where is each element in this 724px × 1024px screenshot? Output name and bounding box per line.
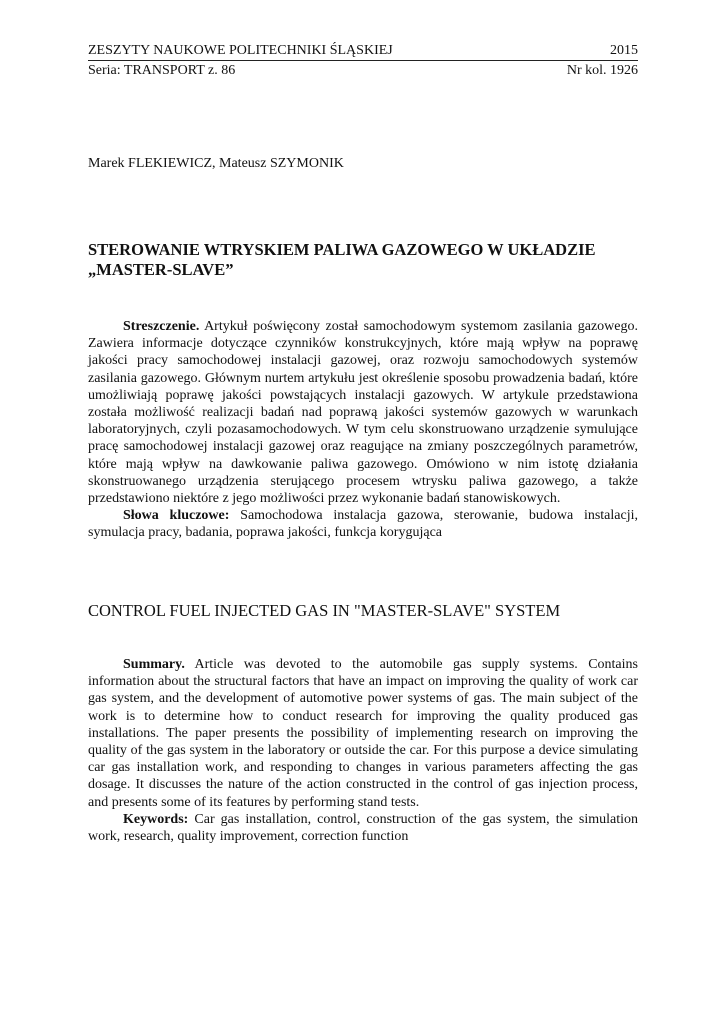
abstract-polish-text: Artykuł poświęcony został samochodowym systemom zasilania gazowego. Zawiera informacje dotyczące czynników konstrukcyjnych, które mają wpływ na poprawę jakości pracy samochodowej instalacji gazowej, oraz rozwoju samochodowych systemów zasilania gazowego. Głównym nurtem artykułu jest określenie sposobu prowadzenia badań, które umożliwiają poprawę jakości powstających instalacji gazowych. W artykule przedstawiona została możliwość realizacji badań nad poprawą jakości systemów gazowych w warunkach laboratoryjnych, czyli pozasamochodowych. W tym celu skonstruowano urządzenie symulujące pracę samochodowej instalacji gazowej oraz reagujące na zmiany poszczególnych parametrów, które mają wpływ na dawkowanie paliwa gazowego. Omówiono w nim istotę działania skonstruowanego urządzenia sterującego procesem wtrysku paliwa gazowego, a także przedstawiono niektóre z jego możliwości przez wykonanie badań stanowiskowych. [88, 319, 638, 507]
volume-number: Nr kol. 1926 [566, 63, 638, 78]
abstract-english-label: Summary. [123, 657, 185, 672]
keywords-polish [88, 507, 638, 541]
title-english: CONTROL FUEL INJECTED GAS IN "MASTER-SLAVE" SYSTEM [88, 601, 561, 620]
running-header-bottom [88, 62, 638, 79]
title-polish [88, 240, 640, 280]
keywords-english-text: Car gas installation, control, construction of the gas system, the simulation work, research, quality improvement, correction function [88, 811, 638, 845]
abstract-english [88, 656, 638, 845]
keywords-english [88, 811, 638, 845]
title-polish-line-2: „MASTER-SLAVE” [88, 260, 234, 279]
abstract-english-body [88, 656, 638, 811]
abstract-polish-body [88, 318, 638, 507]
keywords-polish-label: Słowa kluczowe: [123, 508, 230, 524]
series-info: Seria: TRANSPORT z. 86 [88, 63, 236, 78]
header-rule [88, 60, 638, 61]
journal-year: 2015 [610, 43, 638, 58]
authors: Marek FLEKIEWICZ, Mateusz SZYMONIK [88, 156, 344, 171]
keywords-polish-text: Samochodowa instalacja gazowa, sterowanie, budowa instalacji, symulacja pracy, badania, poprawa jakości, funkcja korygująca [88, 508, 638, 541]
running-header-top [88, 42, 638, 59]
abstract-polish-label: Streszczenie. [123, 319, 200, 334]
abstract-polish [88, 318, 638, 542]
journal-name: ZESZYTY NAUKOWE POLITECHNIKI ŚLĄSKIEJ [88, 43, 393, 58]
abstract-english-text: Article was devoted to the automobile gas supply systems. Contains information about the structural factors that have an impact on improving the quality of work car gas system, and the development of automotive power systems of gas. The main subject of the work is to determine how to conduct research for improving the quality produced gas installations. The paper presents the possibility of implementing research on improving the quality of the gas system in the laboratory or outside the car. For this purpose a device simulating car gas installation work, and responding to changes in various parameters affecting the gas dosage. It discusses the nature of the action constructed in the control of gas injection process, and presents some of its features by performing stand tests. [88, 657, 638, 810]
keywords-english-label: Keywords: [123, 811, 189, 827]
title-polish-line-1: STEROWANIE WTRYSKIEM PALIWA GAZOWEGO W UKŁADZIE [88, 240, 596, 259]
